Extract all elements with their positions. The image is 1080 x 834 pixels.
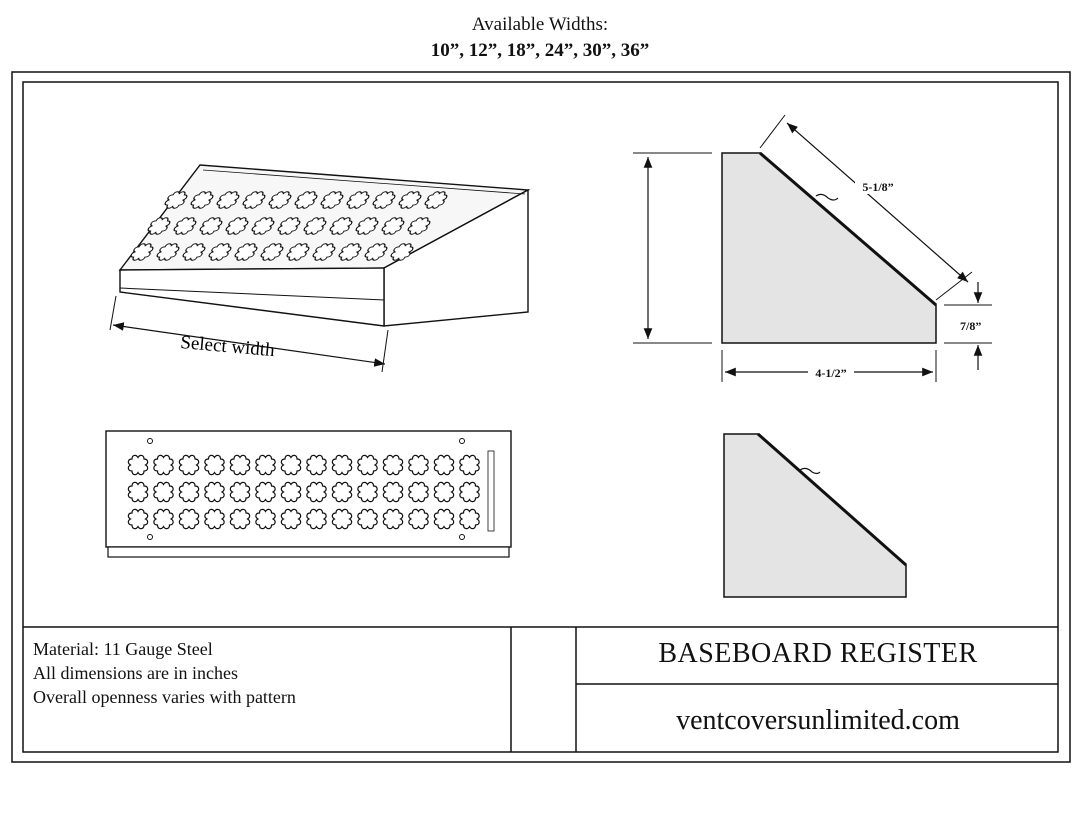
side-profile-plain (724, 434, 906, 597)
select-width-label: Select width (179, 332, 276, 362)
base-dimension-label: 4-1/2” (815, 366, 847, 380)
perspective-register-view (120, 165, 528, 326)
available-widths-list: 10”, 12”, 18”, 24”, 30”, 36” (430, 40, 650, 61)
spec-dimensions-units: All dimensions are in inches (33, 663, 238, 683)
available-widths-heading: Available Widths: (471, 14, 609, 35)
side-profile-dimensioned (633, 115, 992, 382)
front-register-view (106, 431, 511, 557)
lip-dimension-label: 7/8” (960, 319, 982, 333)
product-title: BASEBOARD REGISTER (658, 638, 978, 669)
spec-openness: Overall openness varies with pattern (33, 687, 296, 707)
spec-material: Material: 11 Gauge Steel (33, 639, 213, 659)
website-label: ventcoversunlimited.com (676, 705, 960, 736)
diagonal-dimension-label: 5-1/8” (862, 180, 894, 194)
